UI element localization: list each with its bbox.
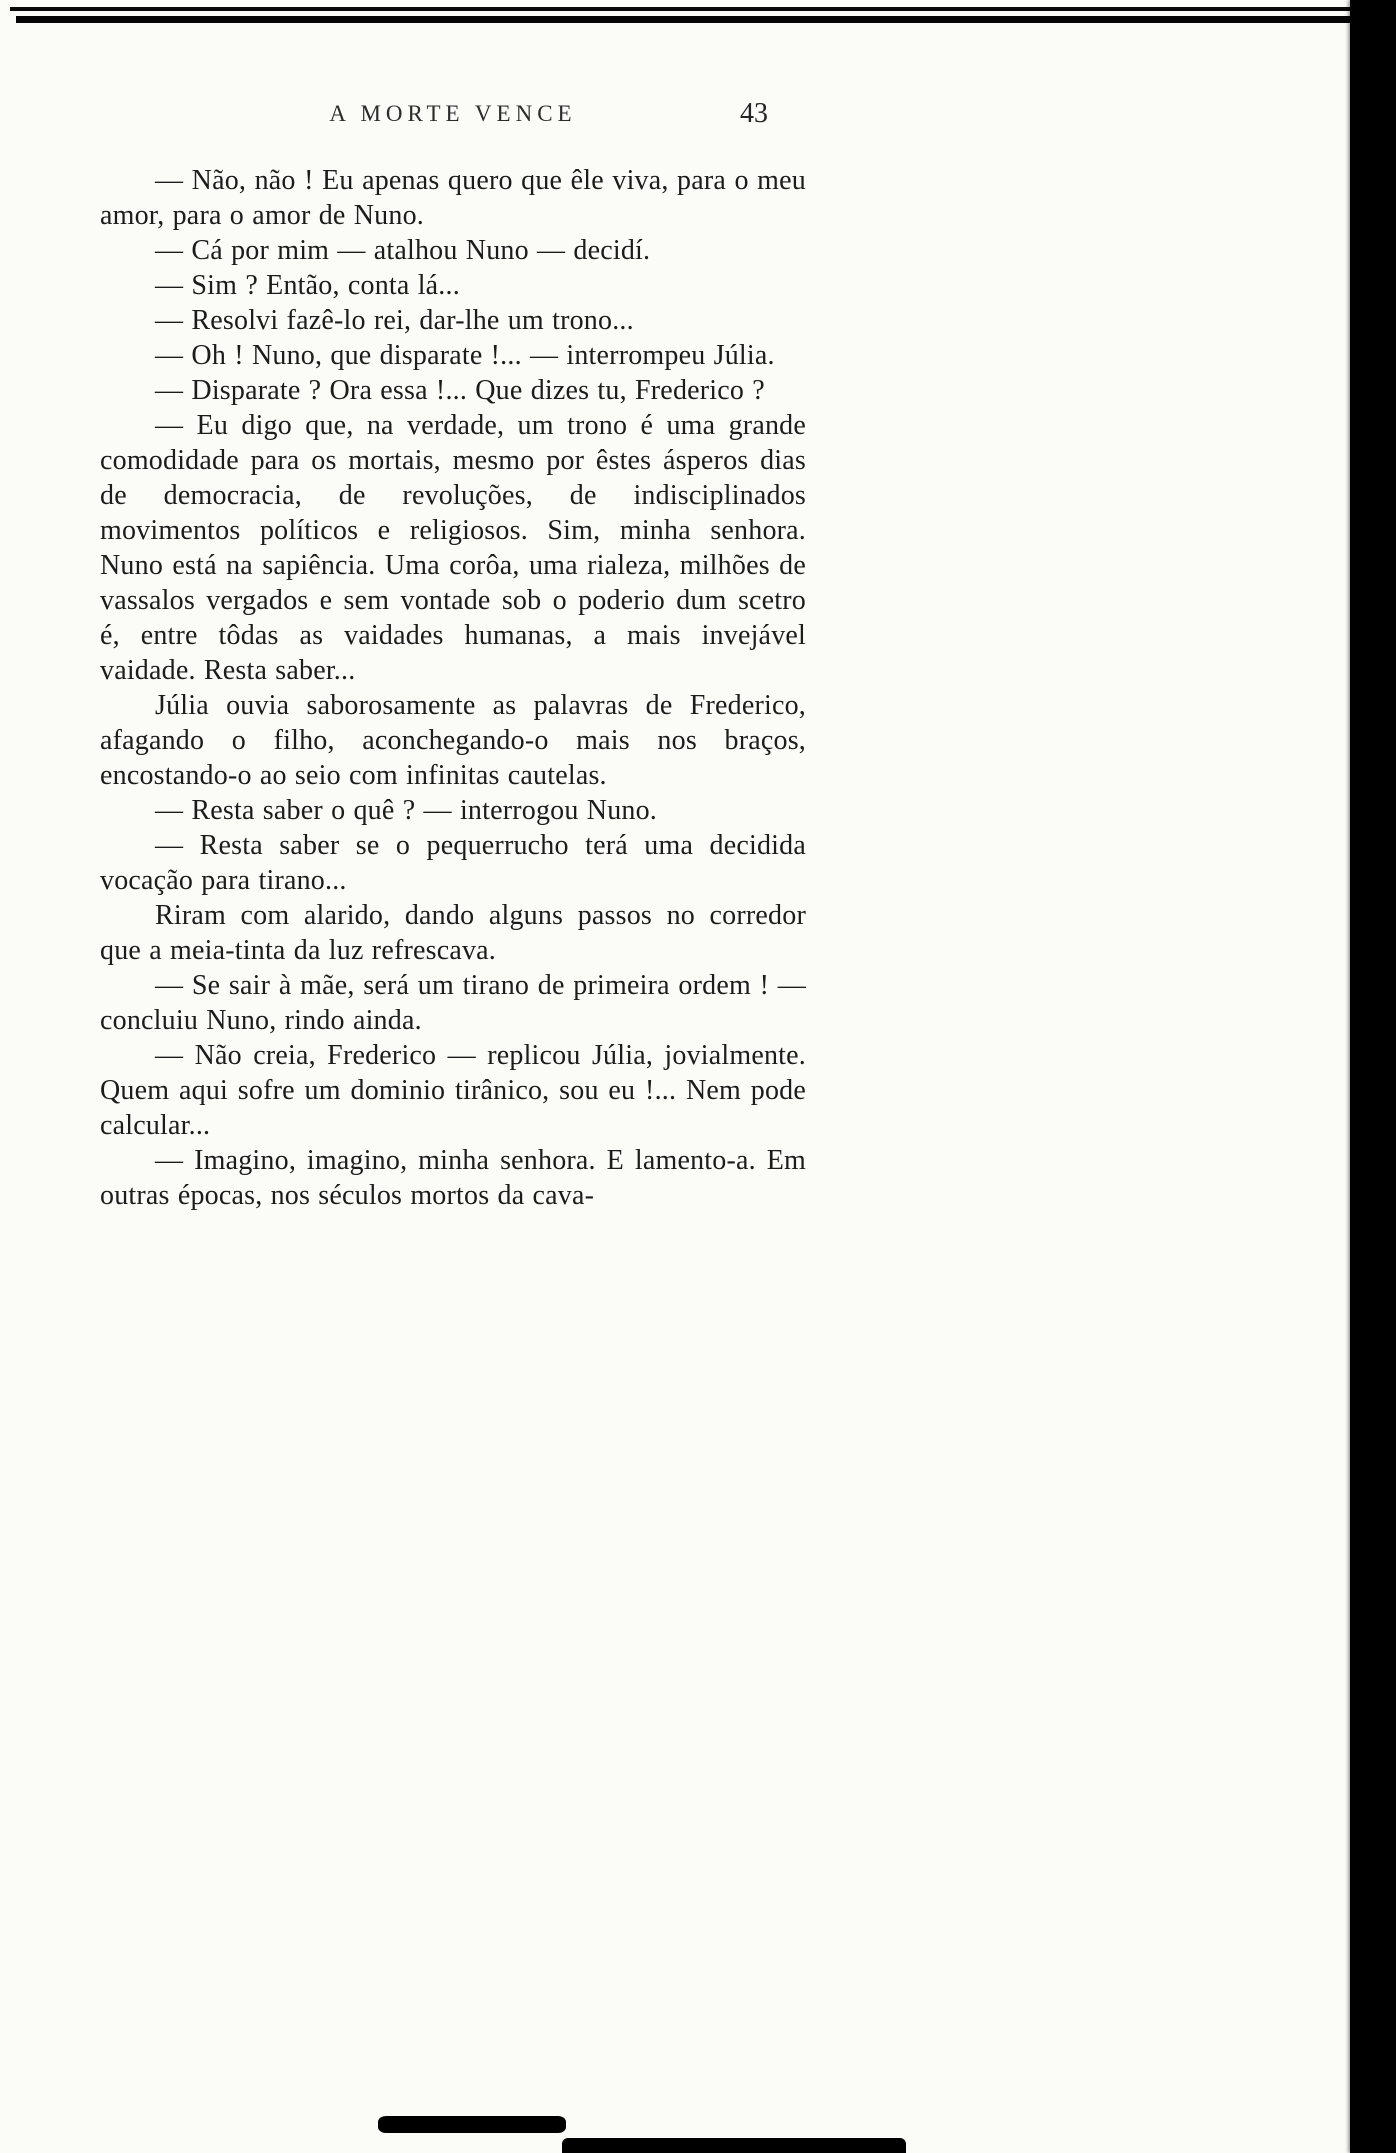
paragraph: — Cá por mim — atalhou Nuno — decidí. (155, 235, 651, 266)
paragraph: — Resolvi fazê-lo rei, dar-lhe um trono... (155, 305, 634, 336)
scan-bottom-mark-left (378, 2116, 566, 2133)
scan-right-edge-bar (1350, 0, 1396, 2153)
body-text (100, 163, 806, 1213)
paragraph: Riram com alarido, dando alguns passos no corredor que a meia-tinta da luz refrescava. (100, 900, 806, 966)
paragraph: — Imagino, imagino, minha senhora. E lamento-a. Em outras épocas, nos séculos mortos da cava- (100, 1145, 806, 1211)
paragraph: — Disparate ? Ora essa !... Que dizes tu, Frederico ? (155, 375, 765, 406)
running-title: A MORTE VENCE (329, 101, 577, 126)
scan-top-rule-thin (10, 7, 1396, 11)
paragraph: — Oh ! Nuno, que disparate !... — interrompeu Júlia. (155, 340, 775, 371)
paragraph: — Não, não ! Eu apenas quero que êle viva, para o meu amor, para o amor de Nuno. (100, 165, 806, 231)
scan-top-rule-thick (16, 16, 1396, 23)
paragraph: — Não creia, Frederico — replicou Júlia, jovialmente. Quem aqui sofre um dominio tirânico, sou eu !... Nem pode calcular... (100, 1040, 806, 1141)
paragraph: — Resta saber se o pequerrucho terá uma decidida vocação para tirano... (100, 830, 806, 896)
paragraph: — Se sair à mãe, será um tirano de primeira ordem ! — concluiu Nuno, rindo ainda. (100, 970, 806, 1036)
paragraph: — Eu digo que, na verdade, um trono é uma grande comodidade para os mortais, mesmo por êstes ásperos dias de democracia, de revoluções, de indisciplinados movimentos políticos e religiosos. Sim, minha senhora. Nuno está na sapiência. Uma corôa, uma rialeza, milhões de vassalos vergados e sem vontade sob o poderio dum scetro é, entre tôdas as vaidades humanas, a mais invejável vaidade. Resta saber... (100, 410, 806, 686)
page-number: 43 (740, 98, 768, 129)
paragraph: — Sim ? Então, conta lá... (155, 270, 460, 301)
page-header (100, 98, 806, 134)
paragraph: — Resta saber o quê ? — interrogou Nuno. (155, 795, 657, 826)
paragraph: Júlia ouvia saborosamente as palavras de Frederico, afagando o filho, aconchegando-o mais nos braços, encostando-o ao seio com infinitas cautelas. (100, 690, 806, 791)
scan-bottom-mark-right (562, 2138, 906, 2153)
